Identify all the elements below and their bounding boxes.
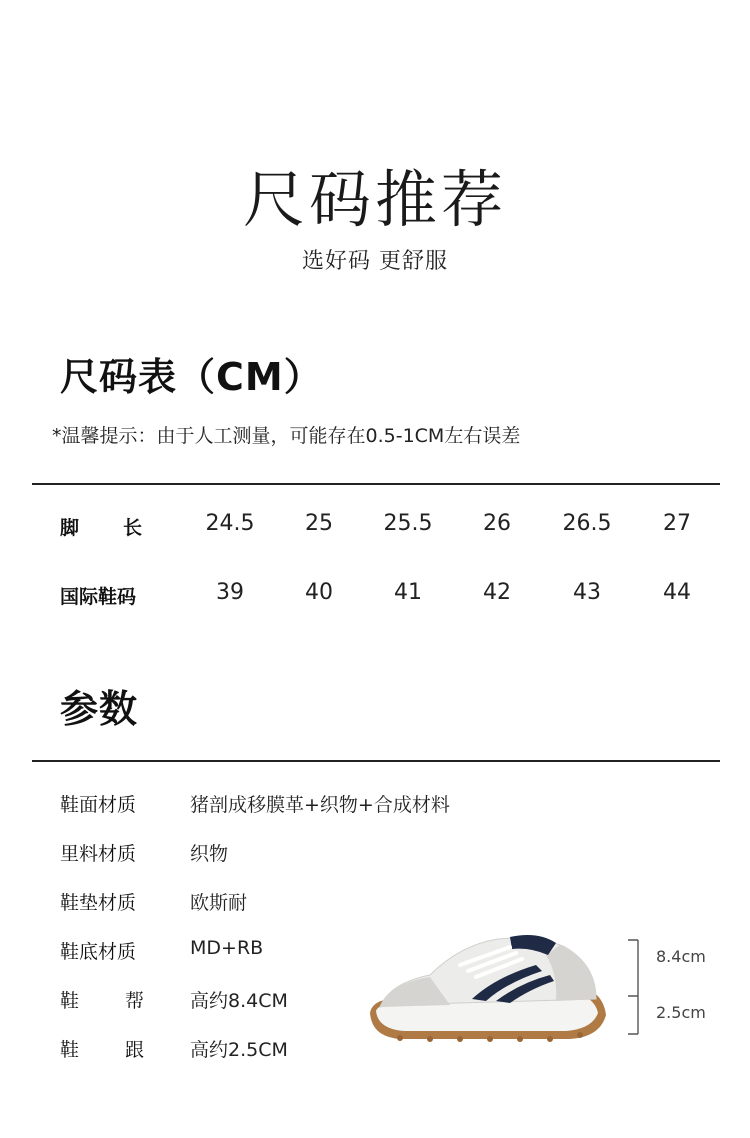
foot-length-label-char: 长: [122, 517, 142, 539]
param-value: 高约2.5CM: [190, 1039, 288, 1061]
eu-size-value: 42: [483, 580, 511, 605]
param-label: 鞋面材质: [60, 794, 137, 816]
size-table-title: 尺码表（CM）: [60, 355, 323, 399]
shoe-illustration: [360, 925, 620, 1050]
param-label: 鞋底材质: [60, 941, 137, 963]
param-value: 织物: [190, 843, 229, 865]
param-label-char: 跟: [124, 1039, 144, 1061]
foot-length-label-char: 脚: [60, 517, 80, 539]
params-divider: [32, 760, 720, 762]
foot-length-value: 26.5: [562, 511, 612, 536]
param-value: 高约8.4CM: [190, 990, 288, 1012]
measurement-note: *温馨提示：由于人工测量，可能存在0.5-1CM左右误差: [52, 425, 521, 447]
param-label: [60, 986, 144, 1013]
param-label: 里料材质: [60, 843, 137, 865]
foot-length-value: 25: [305, 511, 333, 536]
eu-size-value: 40: [305, 580, 333, 605]
param-value: 欧斯耐: [190, 892, 248, 914]
upper-height-label: 8.4cm: [656, 947, 706, 966]
eu-size-value: 44: [663, 580, 691, 605]
foot-length-value: 26: [483, 511, 511, 536]
foot-length-label: [60, 513, 142, 540]
heel-height-label: 2.5cm: [656, 1003, 706, 1022]
eu-size-label: 国际鞋码: [60, 586, 137, 608]
param-label: [60, 1035, 144, 1062]
param-label: 鞋垫材质: [60, 892, 137, 914]
measure-bracket: [624, 938, 644, 1038]
param-label-char: 鞋: [60, 990, 80, 1012]
param-label-char: 鞋: [60, 1039, 80, 1061]
size-table-divider: [32, 483, 720, 485]
foot-length-value: 24.5: [205, 511, 255, 536]
eu-size-value: 43: [573, 580, 601, 605]
foot-length-value: 25.5: [383, 511, 433, 536]
param-value: 猪剖成移膜革+织物+合成材料: [190, 794, 450, 816]
params-title: 参数: [60, 687, 139, 731]
param-label-char: 帮: [124, 990, 144, 1012]
eu-size-value: 39: [216, 580, 244, 605]
param-value: MD+RB: [190, 937, 264, 959]
page-title: 尺码推荐: [242, 163, 507, 236]
eu-size-value: 41: [394, 580, 422, 605]
page-subtitle: 选好码 更舒服: [302, 249, 448, 274]
foot-length-value: 27: [663, 511, 691, 536]
